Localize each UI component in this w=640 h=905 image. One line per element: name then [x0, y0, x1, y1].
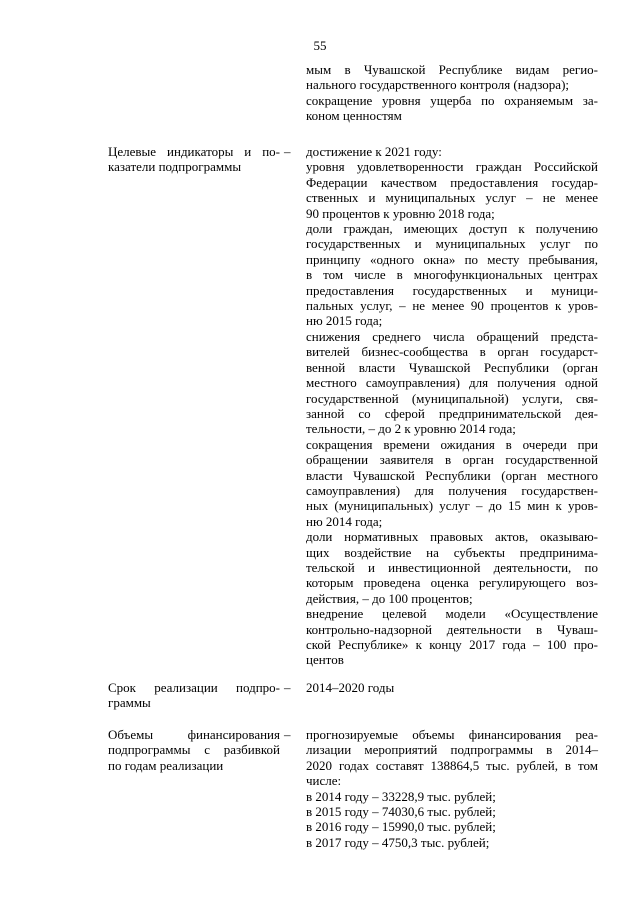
text-line: граммы — [108, 695, 151, 711]
text-line: пальных услуг, – не менее 90 процентов к уров- — [306, 298, 598, 314]
text-line: центов — [306, 652, 344, 668]
text-line: ственных и муниципальных услуг – не менее — [306, 190, 598, 206]
text-line: лизации мероприятий подпрограммы в 2014– — [306, 742, 598, 758]
text-line: внедрение целевой модели «Осуществление — [306, 606, 598, 622]
text-line: нального государственного контроля (надзора); — [306, 77, 570, 93]
text-line: казатели подпрограммы — [108, 159, 242, 175]
section-label — [108, 727, 280, 773]
section-value — [306, 680, 598, 695]
dash-separator: – — [284, 144, 291, 159]
text-line: действия, – до 100 процентов; — [306, 590, 473, 606]
text-line: достижение к 2021 году: — [306, 144, 442, 159]
text-line: сокращения времени ожидания в очереди при — [306, 436, 598, 452]
page-number: 55 — [313, 38, 327, 53]
text-line: в 2014 году – 33228,9 тыс. рублей; — [306, 788, 496, 804]
dash-separator: – — [284, 680, 291, 695]
text-line: коном ценностям — [306, 108, 402, 124]
text-line: сокращение уровня ущерба по охраняемым за- — [306, 92, 598, 108]
text-line: ных (муниципальных) услуг – до 15 мин к уров- — [306, 498, 598, 514]
intro-text — [306, 62, 598, 124]
text-line: в 2017 году – 4750,3 тыс. рублей; — [306, 834, 490, 850]
text-line: принципу «одного окна» по месту пребывания, — [306, 251, 598, 267]
dash-separator: – — [284, 727, 291, 742]
text-line: в 2016 году – 15990,0 тыс. рублей; — [306, 819, 496, 835]
text-line: 2020 годах составят 138864,5 тыс. рублей, в том — [306, 757, 598, 773]
text-line: 2014–2020 годы — [306, 680, 395, 695]
text-line: подпрограммы с разбивкой — [108, 742, 280, 758]
text-line: снижения среднего числа обращений предста- — [306, 328, 598, 344]
text-line: щих воздействие на субъекты предпринима- — [306, 544, 598, 560]
text-line: власти Чувашской Республики (орган местного — [306, 467, 598, 483]
text-line: ню 2014 года; — [306, 513, 383, 529]
text-line: государственных и муниципальных услуг по — [306, 236, 598, 252]
text-line: Срок реализации подпро- — [108, 680, 280, 695]
text-line: уровня удовлетворенности граждан Российской — [306, 159, 598, 175]
section-value — [306, 727, 598, 850]
text-line: предоставления государственных и муници- — [306, 282, 598, 298]
text-line: местного самоуправления) для получения одной — [306, 375, 598, 391]
text-line: ню 2015 года; — [306, 313, 383, 329]
text-line: тельности, – до 2 к уровню 2014 года; — [306, 421, 516, 437]
text-line: 90 процентов к уровню 2018 года; — [306, 205, 495, 221]
text-line: Целевые индикаторы и по- — [108, 144, 280, 159]
text-line: доли нормативных правовых актов, оказываю- — [306, 529, 598, 545]
text-line: по годам реализации — [108, 757, 224, 773]
text-line: в том числе в многофункциональных центрах — [306, 267, 598, 283]
text-line: ской Республике» к концу 2017 года – 100 про- — [306, 637, 598, 652]
text-line: в 2015 году – 74030,6 тыс. рублей; — [306, 804, 496, 820]
text-line: числе: — [306, 773, 342, 789]
text-line: венной власти Чувашской Республики (орган — [306, 359, 598, 375]
text-line: занной со сферой предпринимательской дея- — [306, 405, 598, 421]
text-line: государственной (муниципальной) услуги, свя- — [306, 390, 598, 406]
text-line: доли граждан, имеющих доступ к получению — [306, 221, 598, 237]
text-line: которым проведена оценка регулирующего воз- — [306, 575, 598, 591]
text-line: Объемы финансирования — [108, 727, 280, 742]
text-line: тельской и инвестиционной деятельности, по — [306, 559, 598, 575]
text-line: прогнозируемые объемы финансирования реа- — [306, 727, 598, 742]
text-line: вителей бизнес-сообщества в орган государст- — [306, 344, 598, 360]
text-line: мым в Чувашской Республике видам регио- — [306, 62, 598, 77]
text-line: самоуправления) для получения государствен- — [306, 482, 598, 498]
text-line: обращении заявителя в орган государственной — [306, 452, 598, 468]
section-label — [108, 680, 280, 711]
text-line: Федерации качеством предоставления государ- — [306, 174, 598, 190]
section-value — [306, 144, 598, 668]
section-label — [108, 144, 280, 175]
text-line: контрольно-надзорной деятельности в Чуваш- — [306, 621, 598, 637]
